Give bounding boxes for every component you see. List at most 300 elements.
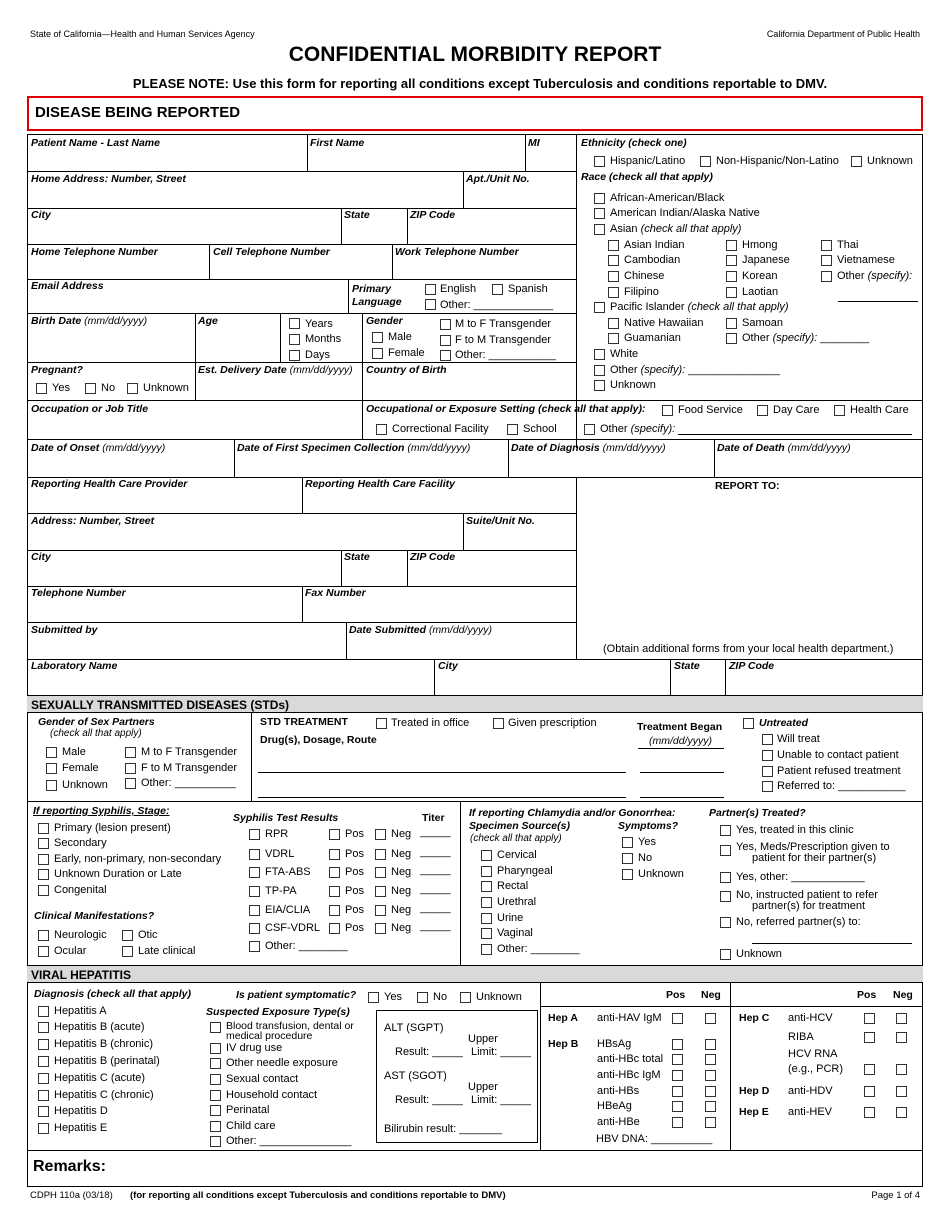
symptoms-yes-checkbox[interactable] xyxy=(622,837,633,848)
language-other-checkbox[interactable] xyxy=(425,299,436,310)
first-specimen-label: Date of First Specimen Collection (mm/dd/yyyy) xyxy=(237,442,471,454)
hbv-dna-label: HBV DNA: __________ xyxy=(596,1133,713,1145)
p-other-label: Yes, other: ____________ xyxy=(736,871,865,883)
referred-label: Referred to: ___________ xyxy=(777,780,906,792)
congenital-label: Congenital xyxy=(54,884,107,896)
patient-refused-checkbox[interactable] xyxy=(762,766,773,777)
samoan-checkbox[interactable] xyxy=(726,318,737,329)
eia-clia-neg-checkbox[interactable] xyxy=(375,905,386,916)
cambodian-checkbox[interactable] xyxy=(608,255,619,266)
symptomatic-yes-checkbox[interactable] xyxy=(368,992,379,1003)
gender-other-label: Other: ___________ xyxy=(455,349,556,361)
partner-mtf-checkbox[interactable] xyxy=(125,747,136,758)
symptomatic-unknown-checkbox[interactable] xyxy=(460,992,471,1003)
home-address-label: Home Address: Number, Street xyxy=(31,173,186,185)
eia-clia-pos-checkbox[interactable] xyxy=(329,905,340,916)
symptomatic-label: Is patient symptomatic? xyxy=(236,989,357,1001)
marker-hbs-pos-checkbox[interactable] xyxy=(672,1086,683,1097)
sexual-checkbox[interactable] xyxy=(210,1074,221,1085)
blood-checkbox[interactable] xyxy=(210,1022,221,1033)
csf-vdrl-label: CSF-VDRL xyxy=(265,922,321,934)
marker-hbeag-label: HBeAg xyxy=(597,1100,632,1112)
specimen-other-label: Other: ________ xyxy=(497,943,580,955)
marker-hbc-igm-pos-checkbox[interactable] xyxy=(672,1070,683,1081)
race-other-checkbox[interactable] xyxy=(594,365,605,376)
otic-checkbox[interactable] xyxy=(122,930,133,941)
work-phone-label: Work Telephone Number xyxy=(395,246,519,258)
rpr-neg-checkbox[interactable] xyxy=(375,829,386,840)
rpr-titer-line: _____ xyxy=(420,826,451,838)
marker-hcv-pos-checkbox[interactable] xyxy=(864,1013,875,1024)
zip-label: ZIP Code xyxy=(410,209,456,221)
race-unknown-label: Unknown xyxy=(610,379,656,391)
remarks-field[interactable] xyxy=(27,1150,923,1187)
marker-hcv-label: anti-HCV xyxy=(788,1012,833,1024)
suite-label: Suite/Unit No. xyxy=(466,515,535,527)
p-clinic-label: Yes, treated in this clinic xyxy=(736,824,854,836)
symptoms-no-checkbox[interactable] xyxy=(622,853,633,864)
ethnicity-unknown-label: Unknown xyxy=(867,155,913,167)
hep-b-group: Hep B xyxy=(548,1038,579,1050)
chlamydia-label: If reporting Chlamydia and/or Gonorrhea: xyxy=(469,807,676,819)
test-other-checkbox[interactable] xyxy=(249,941,260,952)
treatment-began-format: (mm/dd/yyyy) xyxy=(649,735,712,747)
hep-a-checkbox[interactable] xyxy=(38,1006,49,1017)
food-service-checkbox[interactable] xyxy=(662,405,673,416)
treated-office-checkbox[interactable] xyxy=(376,718,387,729)
japanese-label: Japanese xyxy=(742,254,790,266)
lab-state-label: State xyxy=(674,660,700,672)
blood-label-2: medical procedure xyxy=(226,1030,313,1042)
symptomatic-yes-label: Yes xyxy=(384,991,402,1003)
eia-clia-checkbox[interactable] xyxy=(249,905,260,916)
cell-phone-label: Cell Telephone Number xyxy=(213,246,330,258)
untreated-label: Untreated xyxy=(759,717,809,729)
vietnamese-checkbox[interactable] xyxy=(821,255,832,266)
partner-other-checkbox[interactable] xyxy=(125,778,136,789)
drugs-label: Drug(s), Dosage, Route xyxy=(260,734,377,746)
guamanian-label: Guamanian xyxy=(624,332,681,344)
pregnant-no-checkbox[interactable] xyxy=(85,383,96,394)
death-date-label: Date of Death (mm/dd/yyyy) xyxy=(717,442,851,454)
marker-hbe-pos-checkbox[interactable] xyxy=(672,1117,683,1128)
blood-label-1: Blood transfusion, dental or xyxy=(226,1020,354,1032)
ocular-checkbox[interactable] xyxy=(38,946,49,957)
partners-check-all: (check all that apply) xyxy=(50,728,142,739)
hep-b-acute-checkbox[interactable] xyxy=(38,1022,49,1033)
rpr-label: RPR xyxy=(265,828,289,840)
childcare-checkbox[interactable] xyxy=(210,1121,221,1132)
pharyngeal-checkbox[interactable] xyxy=(481,866,492,877)
african-label: African-American/Black xyxy=(610,192,725,204)
patient-first-name-label: First Name xyxy=(310,137,365,149)
symptoms-no-label: No xyxy=(638,852,653,864)
csf-vdrl-pos-checkbox[interactable] xyxy=(329,923,340,934)
hep-d-label: Hepatitis D xyxy=(54,1105,108,1117)
filipino-checkbox[interactable] xyxy=(608,287,619,298)
occupation-label: Occupation or Job Title xyxy=(31,403,149,415)
primary-label: Primary (lesion present) xyxy=(54,822,171,834)
agency-name: State of California—Health and Human Services Agency xyxy=(30,29,255,39)
p-clinic-checkbox[interactable] xyxy=(720,825,731,836)
p-meds-label-1: Yes, Meds/Prescription given to xyxy=(736,841,890,853)
korean-checkbox[interactable] xyxy=(726,271,737,282)
laotian-label: Laotian xyxy=(742,286,779,298)
hep-c-acute-label: Hepatitis C (acute) xyxy=(54,1072,146,1084)
marker-hbsag-neg-checkbox[interactable] xyxy=(705,1039,716,1050)
occ-other-checkbox[interactable] xyxy=(584,424,595,435)
partner-ftm-label: F to M Transgender xyxy=(141,762,237,774)
std-section-header: SEXUALLY TRANSMITTED DISEASES (STDs) xyxy=(27,695,923,713)
pharyngeal-label: Pharyngeal xyxy=(497,865,553,877)
hep-b-chronic-label: Hepatitis B (chronic) xyxy=(54,1038,154,1050)
partner-female-checkbox[interactable] xyxy=(46,763,57,774)
perinatal-checkbox[interactable] xyxy=(210,1105,221,1116)
hep-b-chronic-checkbox[interactable] xyxy=(38,1039,49,1050)
csf-vdrl-checkbox[interactable] xyxy=(249,923,260,934)
symptomatic-no-checkbox[interactable] xyxy=(417,992,428,1003)
provider-state-label: State xyxy=(344,551,370,563)
neurologic-checkbox[interactable] xyxy=(38,930,49,941)
asian-other-checkbox[interactable] xyxy=(821,271,832,282)
rpr-pos-label: Pos xyxy=(345,828,364,840)
tp-pa-titer-line: _____ xyxy=(420,883,451,895)
rpr-checkbox[interactable] xyxy=(249,829,260,840)
p-unknown-label: Unknown xyxy=(736,948,782,960)
iv-label: IV drug use xyxy=(226,1042,283,1054)
hep-b-perinatal-checkbox[interactable] xyxy=(38,1056,49,1067)
city-label: City xyxy=(31,209,51,221)
hep-cde-neg-header: Neg xyxy=(893,989,913,1001)
form-note: PLEASE NOTE: Use this form for reporting all conditions except Tuberculosis and conditions reportable to DMV. xyxy=(132,76,828,91)
treatment-began-label: Treatment Began xyxy=(637,721,723,733)
chinese-label: Chinese xyxy=(624,270,665,282)
thai-label: Thai xyxy=(837,239,859,251)
days-checkbox[interactable] xyxy=(289,350,300,361)
hep-c-group: Hep C xyxy=(739,1012,770,1024)
std-treatment-label: STD TREATMENT xyxy=(260,716,348,728)
symptoms-unknown-label: Unknown xyxy=(638,868,684,880)
early-checkbox[interactable] xyxy=(38,854,49,865)
day-care-label: Day Care xyxy=(773,404,820,416)
alt-result: Result: _____ xyxy=(395,1046,463,1058)
partner-other-label: Other: __________ xyxy=(141,777,236,789)
late-clinical-checkbox[interactable] xyxy=(122,946,133,957)
exposure-label: Suspected Exposure Type(s) xyxy=(206,1006,350,1018)
marker-hbc-total-neg-checkbox[interactable] xyxy=(705,1054,716,1065)
p-referred-label: No, referred partner(s) to: xyxy=(736,916,861,928)
iv-checkbox[interactable] xyxy=(210,1043,221,1054)
hmong-label: Hmong xyxy=(742,239,778,251)
days-label: Days xyxy=(305,349,331,361)
pregnant-unknown-checkbox[interactable] xyxy=(127,383,138,394)
urethral-checkbox[interactable] xyxy=(481,897,492,908)
patient-refused-label: Patient refused treatment xyxy=(777,765,901,777)
school-label: School xyxy=(523,423,557,435)
marker-hbsag-pos-checkbox[interactable] xyxy=(672,1039,683,1050)
health-care-checkbox[interactable] xyxy=(834,405,845,416)
primary-label: Primary xyxy=(352,283,392,295)
ftm-checkbox[interactable] xyxy=(440,335,451,346)
correctional-checkbox[interactable] xyxy=(376,424,387,435)
diagnosis-date-label: Date of Diagnosis (mm/dd/yyyy) xyxy=(511,442,666,454)
hep-c-acute-checkbox[interactable] xyxy=(38,1073,49,1084)
marker-hbeag-neg-checkbox[interactable] xyxy=(705,1101,716,1112)
race-unknown-checkbox[interactable] xyxy=(594,380,605,391)
asian-indian-checkbox[interactable] xyxy=(608,240,619,251)
csf-vdrl-neg-checkbox[interactable] xyxy=(375,923,386,934)
marker-hav-neg-checkbox[interactable] xyxy=(705,1013,716,1024)
partner-treated-label: Partner(s) Treated? xyxy=(709,807,806,819)
specimen-other-checkbox[interactable] xyxy=(481,944,492,955)
hep-a-group: Hep A xyxy=(548,1012,578,1024)
hispanic-checkbox[interactable] xyxy=(594,156,605,167)
needle-checkbox[interactable] xyxy=(210,1058,221,1069)
partner-male-checkbox[interactable] xyxy=(46,747,57,758)
pregnant-yes-checkbox[interactable] xyxy=(36,383,47,394)
disease-field[interactable] xyxy=(27,96,923,131)
symptoms-unknown-checkbox[interactable] xyxy=(622,869,633,880)
marker-hbs-neg-checkbox[interactable] xyxy=(705,1086,716,1097)
mtf-checkbox[interactable] xyxy=(440,319,451,330)
state-label: State xyxy=(344,209,370,221)
japanese-checkbox[interactable] xyxy=(726,255,737,266)
pregnant-label: Pregnant? xyxy=(31,364,83,376)
months-checkbox[interactable] xyxy=(289,334,300,345)
vdrl-titer-line: _____ xyxy=(420,846,451,858)
p-instructed-checkbox[interactable] xyxy=(720,891,731,902)
clinical-manifestations-label: Clinical Manifestations? xyxy=(34,910,155,922)
pacific-other-checkbox[interactable] xyxy=(726,333,737,344)
unable-contact-checkbox[interactable] xyxy=(762,750,773,761)
remarks-label: Remarks: xyxy=(33,1158,106,1175)
marker-riba-pos-checkbox[interactable] xyxy=(864,1032,875,1043)
bilirubin-label: Bilirubin result: _______ xyxy=(384,1123,503,1135)
partner-ftm-checkbox[interactable] xyxy=(125,763,136,774)
will-treat-checkbox[interactable] xyxy=(762,734,773,745)
alt-label: ALT (SGPT) xyxy=(384,1022,444,1034)
gender-other-checkbox[interactable] xyxy=(440,350,451,361)
marker-pcr-label: (e.g., PCR) xyxy=(788,1063,844,1075)
vdrl-checkbox[interactable] xyxy=(249,849,260,860)
ethnicity-unknown-checkbox[interactable] xyxy=(851,156,862,167)
urine-checkbox[interactable] xyxy=(481,913,492,924)
marker-hdv-neg-checkbox[interactable] xyxy=(896,1086,907,1097)
p-meds-checkbox[interactable] xyxy=(720,845,731,856)
will-treat-label: Will treat xyxy=(777,733,820,745)
marker-riba-neg-checkbox[interactable] xyxy=(896,1032,907,1043)
native-hawaiian-checkbox[interactable] xyxy=(608,318,619,329)
urethral-label: Urethral xyxy=(497,896,537,908)
symptomatic-unknown-label: Unknown xyxy=(476,991,522,1003)
cervical-checkbox[interactable] xyxy=(481,850,492,861)
spanish-checkbox[interactable] xyxy=(492,284,503,295)
hmong-checkbox[interactable] xyxy=(726,240,737,251)
korean-label: Korean xyxy=(742,270,778,282)
marker-hbc-total-label: anti-HBc total xyxy=(597,1053,664,1065)
guamanian-checkbox[interactable] xyxy=(608,333,619,344)
rectal-label: Rectal xyxy=(497,880,529,892)
vdrl-label: VDRL xyxy=(265,848,295,860)
unknown-late-label: Unknown Duration or Late xyxy=(54,868,182,880)
marker-hbe-label: anti-HBe xyxy=(597,1116,640,1128)
p-instructed-label-2: partner(s) for treatment xyxy=(752,900,866,912)
alt-limit: Limit: _____ xyxy=(471,1046,531,1058)
marker-hbc-total-pos-checkbox[interactable] xyxy=(672,1054,683,1065)
american-indian-checkbox[interactable] xyxy=(594,208,605,219)
english-label: English xyxy=(440,283,477,295)
marker-pcr-neg-checkbox[interactable] xyxy=(896,1064,907,1075)
fta-abs-checkbox[interactable] xyxy=(249,867,260,878)
african-checkbox[interactable] xyxy=(594,193,605,204)
male-checkbox[interactable] xyxy=(372,332,383,343)
vaginal-checkbox[interactable] xyxy=(481,928,492,939)
pregnant-yes-label: Yes xyxy=(52,382,70,394)
marker-hdv-label: anti-HDV xyxy=(788,1085,833,1097)
facility-label: Reporting Health Care Facility xyxy=(305,478,455,490)
thai-checkbox[interactable] xyxy=(821,240,832,251)
lab-zip-label: ZIP Code xyxy=(729,660,775,672)
hep-c-chronic-checkbox[interactable] xyxy=(38,1090,49,1101)
occ-setting-label: Occupational or Exposure Setting (check all that apply): xyxy=(366,403,646,415)
hep-ab-pos-header: Pos xyxy=(666,989,686,1001)
vietnamese-label: Vietnamese xyxy=(837,254,895,266)
fta-abs-titer-line: _____ xyxy=(420,864,451,876)
provider-city-label: City xyxy=(31,551,51,563)
english-checkbox[interactable] xyxy=(425,284,436,295)
tp-pa-neg-label: Neg xyxy=(391,885,412,897)
date-submitted-label: Date Submitted (mm/dd/yyyy) xyxy=(349,624,492,636)
email-label: Email Address xyxy=(31,280,104,292)
gender-label: Gender xyxy=(366,315,403,327)
tp-pa-checkbox[interactable] xyxy=(249,886,260,897)
marker-hbe-neg-checkbox[interactable] xyxy=(705,1117,716,1128)
laotian-checkbox[interactable] xyxy=(726,287,737,298)
vdrl-neg-checkbox[interactable] xyxy=(375,849,386,860)
rpr-neg-label: Neg xyxy=(391,828,412,840)
household-checkbox[interactable] xyxy=(210,1090,221,1101)
marker-hbeag-pos-checkbox[interactable] xyxy=(672,1101,683,1112)
household-label: Household contact xyxy=(226,1089,318,1101)
cervical-label: Cervical xyxy=(497,849,537,861)
years-label: Years xyxy=(305,318,333,330)
given-prescription-checkbox[interactable] xyxy=(493,718,504,729)
marker-hbc-igm-neg-checkbox[interactable] xyxy=(705,1070,716,1081)
marker-hcv-rna-label: HCV RNA xyxy=(788,1048,838,1060)
hep-e-group: Hep E xyxy=(739,1106,769,1118)
tp-pa-pos-checkbox[interactable] xyxy=(329,886,340,897)
school-checkbox[interactable] xyxy=(507,424,518,435)
specimen-source-label: Specimen Source(s) xyxy=(469,820,570,832)
asian-checkbox[interactable] xyxy=(594,224,605,235)
test-other-label: Other: ________ xyxy=(265,940,348,952)
specimen-check-all: (check all that apply) xyxy=(470,833,562,844)
day-care-checkbox[interactable] xyxy=(757,405,768,416)
urine-label: Urine xyxy=(497,912,524,924)
hep-d-group: Hep D xyxy=(739,1085,770,1097)
hep-b-perinatal-label: Hepatitis B (perinatal) xyxy=(54,1055,160,1067)
ftm-label: F to M Transgender xyxy=(455,334,551,346)
pacific-label: Pacific Islander (check all that apply) xyxy=(610,301,789,313)
ast-result: Result: _____ xyxy=(395,1094,463,1106)
ast-upper-label: Upper xyxy=(468,1081,498,1093)
spanish-label: Spanish xyxy=(508,283,548,295)
primary-checkbox[interactable] xyxy=(38,823,49,834)
department-name: California Department of Public Health xyxy=(766,29,920,39)
months-label: Months xyxy=(305,333,342,345)
food-service-label: Food Service xyxy=(678,404,743,416)
marker-hev-pos-checkbox[interactable] xyxy=(864,1107,875,1118)
syphilis-tests-label: Syphilis Test Results xyxy=(233,812,339,824)
unknown-late-checkbox[interactable] xyxy=(38,869,49,880)
early-label: Early, non-primary, non-secondary xyxy=(54,853,222,865)
referred-checkbox[interactable] xyxy=(762,781,773,792)
eia-clia-neg-label: Neg xyxy=(391,904,412,916)
untreated-checkbox[interactable] xyxy=(743,718,754,729)
pacific-checkbox[interactable] xyxy=(594,302,605,313)
fta-abs-pos-checkbox[interactable] xyxy=(329,867,340,878)
p-unknown-checkbox[interactable] xyxy=(720,949,731,960)
vdrl-pos-checkbox[interactable] xyxy=(329,849,340,860)
hep-d-checkbox[interactable] xyxy=(38,1106,49,1117)
white-checkbox[interactable] xyxy=(594,349,605,360)
female-checkbox[interactable] xyxy=(372,348,383,359)
partner-male-label: Male xyxy=(62,746,86,758)
fta-abs-pos-label: Pos xyxy=(345,866,364,878)
rpr-pos-checkbox[interactable] xyxy=(329,829,340,840)
vdrl-pos-label: Pos xyxy=(345,848,364,860)
congenital-checkbox[interactable] xyxy=(38,885,49,896)
patient-mi-label: MI xyxy=(528,137,540,149)
rectal-checkbox[interactable] xyxy=(481,881,492,892)
marker-hev-label: anti-HEV xyxy=(788,1106,833,1118)
race-label: Race (check all that apply) xyxy=(581,171,713,183)
p-other-checkbox[interactable] xyxy=(720,872,731,883)
marker-hdv-pos-checkbox[interactable] xyxy=(864,1086,875,1097)
years-checkbox[interactable] xyxy=(289,318,300,329)
marker-hcv-neg-checkbox[interactable] xyxy=(896,1013,907,1024)
exposure-other-checkbox[interactable] xyxy=(210,1136,221,1147)
marker-hav-pos-checkbox[interactable] xyxy=(672,1013,683,1024)
symptoms-label: Symptoms? xyxy=(618,820,679,832)
hep-ab-neg-header: Neg xyxy=(701,989,721,1001)
language-other-label: Other: _____________ xyxy=(440,299,554,311)
needle-label: Other needle exposure xyxy=(226,1057,338,1069)
marker-hbsag-label: HBsAg xyxy=(597,1038,632,1050)
p-referred-checkbox[interactable] xyxy=(720,917,731,928)
vaginal-label: Vaginal xyxy=(497,927,533,939)
provider-zip-label: ZIP Code xyxy=(410,551,456,563)
secondary-checkbox[interactable] xyxy=(38,838,49,849)
marker-pcr-pos-checkbox[interactable] xyxy=(864,1064,875,1075)
fta-abs-neg-checkbox[interactable] xyxy=(375,867,386,878)
partner-unknown-checkbox[interactable] xyxy=(46,780,57,791)
hep-e-checkbox[interactable] xyxy=(38,1123,49,1134)
chinese-checkbox[interactable] xyxy=(608,271,619,282)
unable-contact-label: Unable to contact patient xyxy=(777,749,899,761)
page-number: Page 1 of 4 xyxy=(871,1190,920,1201)
marker-hev-neg-checkbox[interactable] xyxy=(896,1107,907,1118)
ocular-label: Ocular xyxy=(54,945,87,957)
asian-other-label: Other (specify): xyxy=(837,270,913,282)
report-to-label: REPORT TO: xyxy=(715,480,780,492)
obtain-forms-note: (Obtain additional forms from your local health department.) xyxy=(603,643,894,655)
non-hispanic-checkbox[interactable] xyxy=(700,156,711,167)
perinatal-label: Perinatal xyxy=(226,1104,270,1116)
tp-pa-neg-checkbox[interactable] xyxy=(375,886,386,897)
eia-clia-label: EIA/CLIA xyxy=(265,904,311,916)
tp-pa-pos-label: Pos xyxy=(345,885,364,897)
